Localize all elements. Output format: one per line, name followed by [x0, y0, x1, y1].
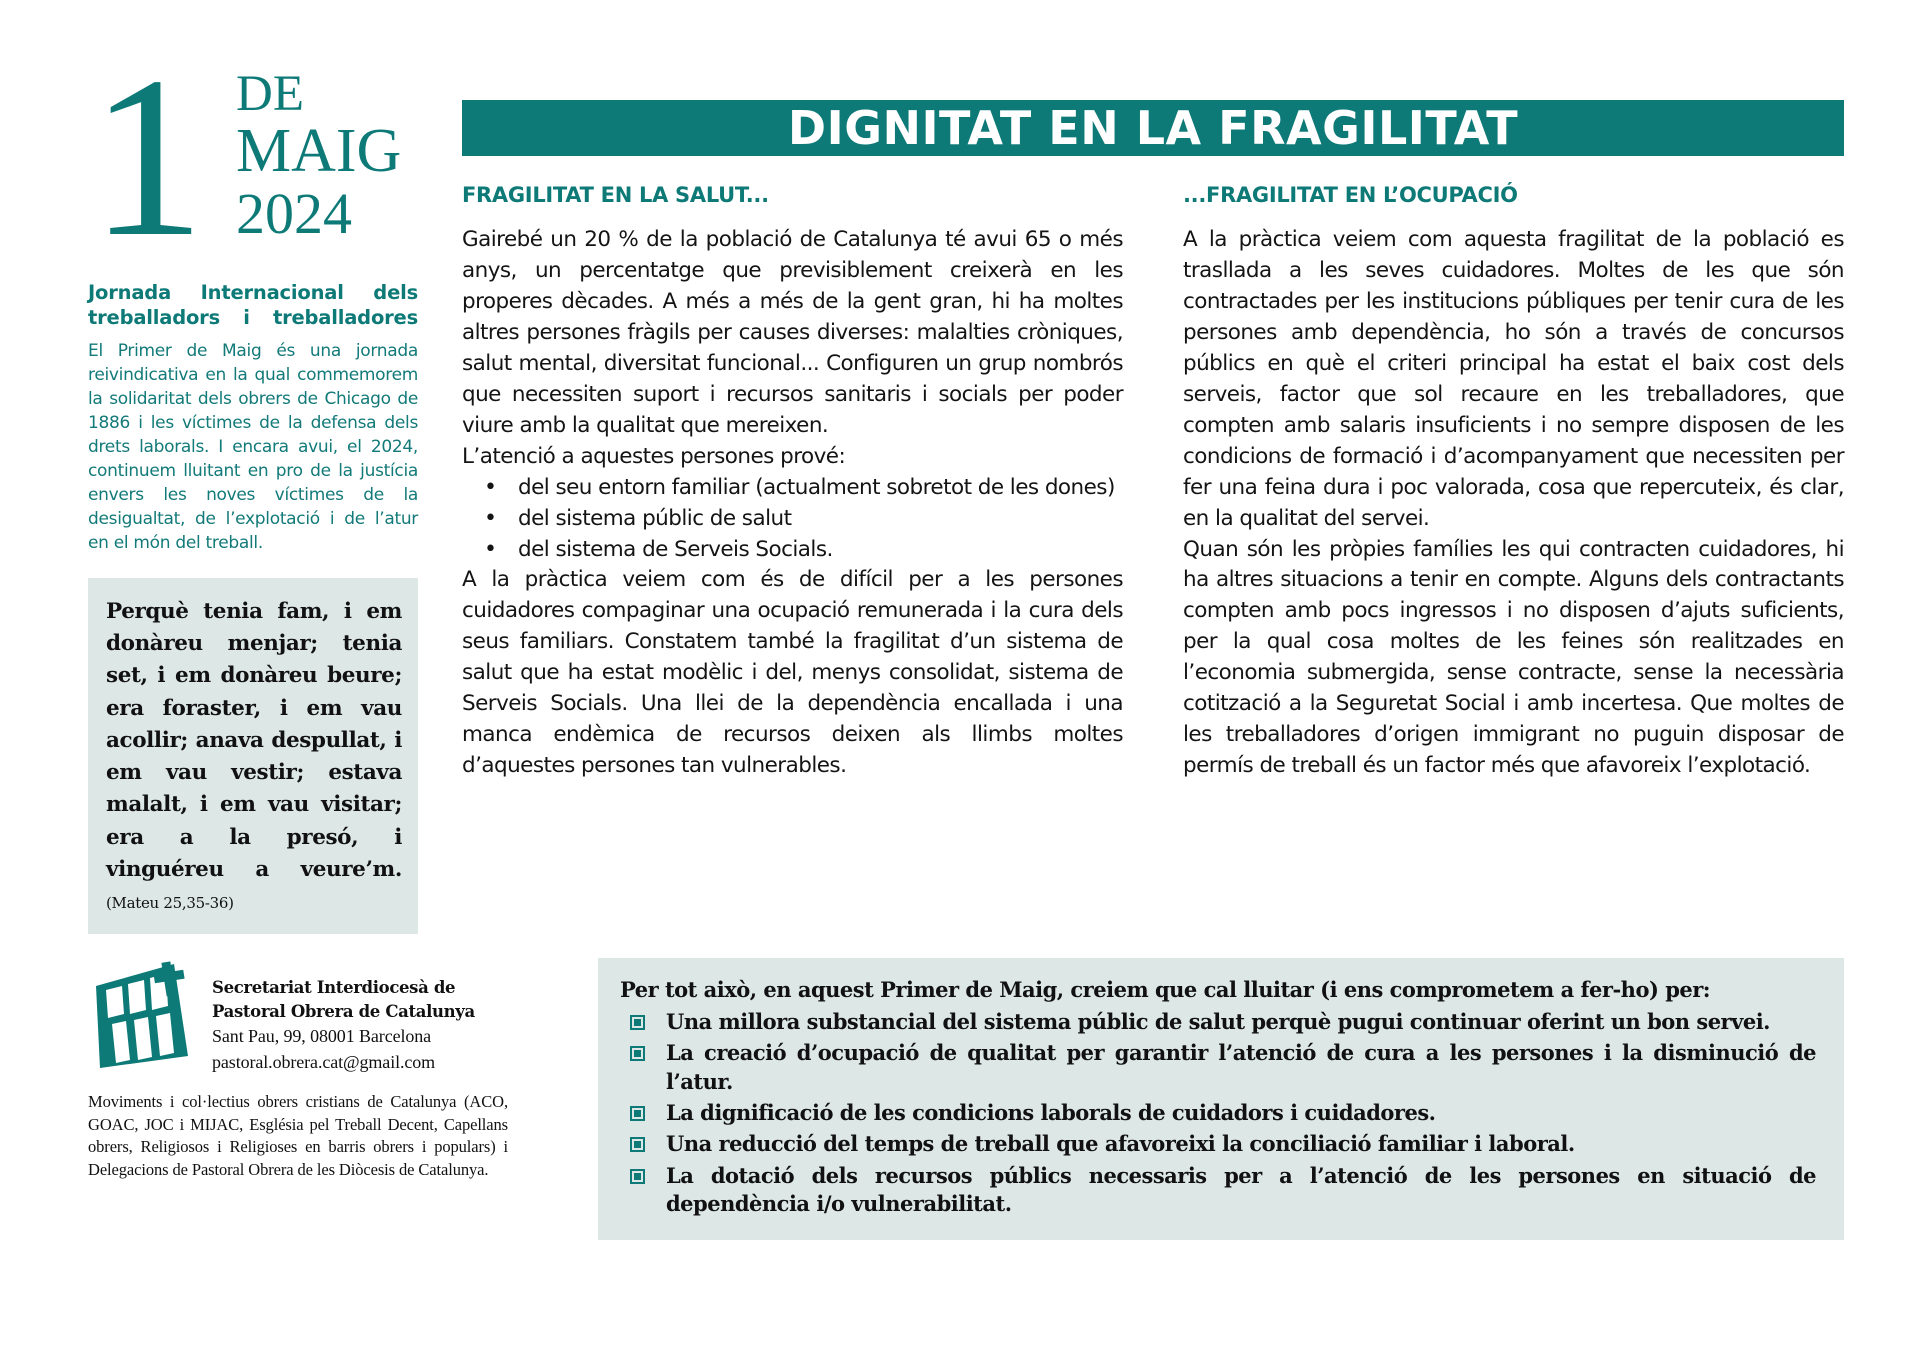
list-item-label: La dotació dels recursos públics necessaris per a l’atenció de les persones en situació de dependència i/o vulnerabilitat.: [666, 1162, 1816, 1216]
organization-block: [88, 960, 475, 1075]
list-item: [620, 1162, 1816, 1219]
list-item: [620, 1130, 1816, 1158]
organization-info: [212, 960, 475, 1075]
column-salut: [462, 183, 1123, 782]
masthead-year: 2024: [236, 180, 352, 246]
list-item-label: Una reducció del temps de treball que afavoreixi la conciliació familiar i laboral.: [666, 1131, 1575, 1157]
column-ocupacio-heading: ...FRAGILITAT EN L’OCUPACIÓ: [1183, 183, 1518, 207]
column-salut-paragraph-1: Gairebé un 20 % de la població de Catalunya té avui 65 o més anys, un percentatge que previsiblement creixerà en les properes dècades. A més a més de la gent gran, hi ha moltes altres persones fràgils per causes diverses: malalties cròniques, salut mental, diversitat funcional... Configuren un grup nombrós que necessiten suport i recursos sanitaris i socials per poder viure amb la qualitat que mereixen.: [462, 227, 1123, 438]
list-item: [620, 1008, 1816, 1036]
left-sidebar: [88, 29, 508, 1181]
organization-email[interactable]: pastoral.obrera.cat@gmail.com: [212, 1052, 436, 1073]
list-item-label: La creació d’ocupació de qualitat per garantir l’atenció de cura a les persones i la disminució de l’atur.: [666, 1040, 1816, 1094]
scripture-quote-box: [88, 578, 418, 935]
masthead: [88, 29, 418, 284]
commitments-box: [598, 958, 1844, 1240]
scripture-quote-body: Perquè tenia fam, i em donàreu menjar; tenia set, i em donàreu beure; era foraster, i em vau acollir; anava despullat, i em vau vestir; estava malalt, i em vau visitar; era a la presó, i vinguéreu a veure’m.: [106, 598, 402, 882]
scripture-quote-text: [106, 596, 402, 919]
checkbox-filled-icon: [630, 1046, 645, 1061]
column-ocupacio: [1183, 183, 1844, 782]
pastoral-obrera-logo-icon: [88, 960, 196, 1072]
organization-name-line2: Pastoral Obrera de Catalunya: [212, 1001, 475, 1021]
column-salut-paragraph-3: A la pràctica veiem com és de difícil per a les persones cuidadores compaginar una ocupació remunerada i la cura dels seus familiars. Constatem també la fragilitat d’un sistema de salut que ha estat modèlic i del, menys consolidat, sistema de Serveis Socials. Una llei de la dependència encallada i una manca endèmica de recursos deixen als llimbs moltes d’aquestes persones tan vulnerables.: [462, 567, 1123, 779]
column-salut-paragraph-2: L’atenció a aquestes persones prové:: [462, 443, 846, 469]
column-ocupacio-paragraph-2: Quan són les pròpies famílies les qui contracten cuidadores, hi ha altres situacions a tenir en compte. Alguns dels contractants compten amb pocs ingressos i no disposen d’ajuts suficients, per la qual cosa moltes de les feines són realitzades en l’economia submergida, sense contracte, sense la necessària cotització a la Seguretat Social i amb incertesa. Que moltes de les treballadores d’origen immigrant no puguin disposar de permís de treball és un factor més que afavoreix l’explotació.: [1183, 536, 1844, 779]
list-item: • del sistema públic de salut: [462, 504, 1123, 535]
masthead-maig: MAIG: [236, 117, 402, 186]
scripture-quote-citation: (Mateu 25,35-36): [106, 894, 234, 913]
commitments-lead: Per tot això, en aquest Primer de Maig, creiem que cal lluitar (i ens comprometem a fer-ho) per:: [620, 977, 1711, 1002]
masthead-de: DE: [236, 66, 304, 122]
commitments-list: [620, 1008, 1816, 1218]
masthead-words: [236, 66, 402, 246]
organization-name-line1: Secretariat Interdiocesà de: [212, 978, 456, 998]
article-columns: [462, 183, 1844, 782]
checkbox-filled-icon: [630, 1169, 645, 1184]
list-item: [620, 1099, 1816, 1127]
main-content: [462, 100, 1844, 782]
list-item-label: La dignificació de les condicions laborals de cuidadors i cuidadores.: [666, 1099, 1436, 1125]
list-item: [620, 1039, 1816, 1096]
checkbox-filled-icon: [630, 1106, 645, 1121]
jornada-title: Jornada Internacional dels treballadors i treballadores: [88, 281, 418, 329]
column-ocupacio-paragraph-1: A la pràctica veiem com aquesta fragilitat de la població es trasllada a les seves cuidadores. Moltes de les que són contractades per les institucions públiques per tenir cura de les persones amb dependència, ho són a través de concursos públics en què el criteri principal ha estat el baix cost dels serveis, factor que sol recaure en les treballadores, que compten amb salaris insuficients i no sempre disposen de les condicions de formació i d’acompanyament que necessiten per fer una feina dura i poc valorada, cosa que repercuteix, és clar, en la qualitat del servei.: [1183, 227, 1844, 531]
list-item: • del sistema de Serveis Socials.: [462, 535, 1123, 566]
footer-note: Moviments i col·lectius obrers cristians de Catalunya (ACO, GOAC, JOC i MIJAC, Església pel Treball Decent, Capellans obrers, Religiosos i Religioses en barris obrers i populars) i Delegacions de Pastoral Obrera de les Diòcesis de Catalunya.: [88, 1092, 508, 1179]
list-item: • del seu entorn familiar (actualment sobretot de les dones): [462, 473, 1123, 504]
column-salut-heading: FRAGILITAT EN LA SALUT...: [462, 183, 769, 207]
checkbox-filled-icon: [630, 1015, 645, 1030]
title-banner: [462, 100, 1844, 156]
poster-title: DIGNITAT EN LA FRAGILITAT: [787, 101, 1519, 155]
list-item-label: Una millora substancial del sistema públic de salut perquè pugui continuar oferint un bon servei.: [666, 1008, 1770, 1034]
intro-paragraph: El Primer de Maig és una jornada reivindicativa en la qual commemorem la solidaritat dels obrers de Chicago de 1886 i les víctimes de la defensa dels drets laborals. I encara avui, el 2024, continuem lluitant en pro de la justícia envers les noves víctimes de la desigualtat, de l’explotació i de l’atur en el món del treball.: [88, 341, 418, 553]
checkbox-filled-icon: [630, 1137, 645, 1152]
organization-address: Sant Pau, 99, 08001 Barcelona: [212, 1026, 432, 1047]
column-salut-bullet-list: [462, 473, 1123, 566]
masthead-numeral: 1: [90, 29, 199, 284]
